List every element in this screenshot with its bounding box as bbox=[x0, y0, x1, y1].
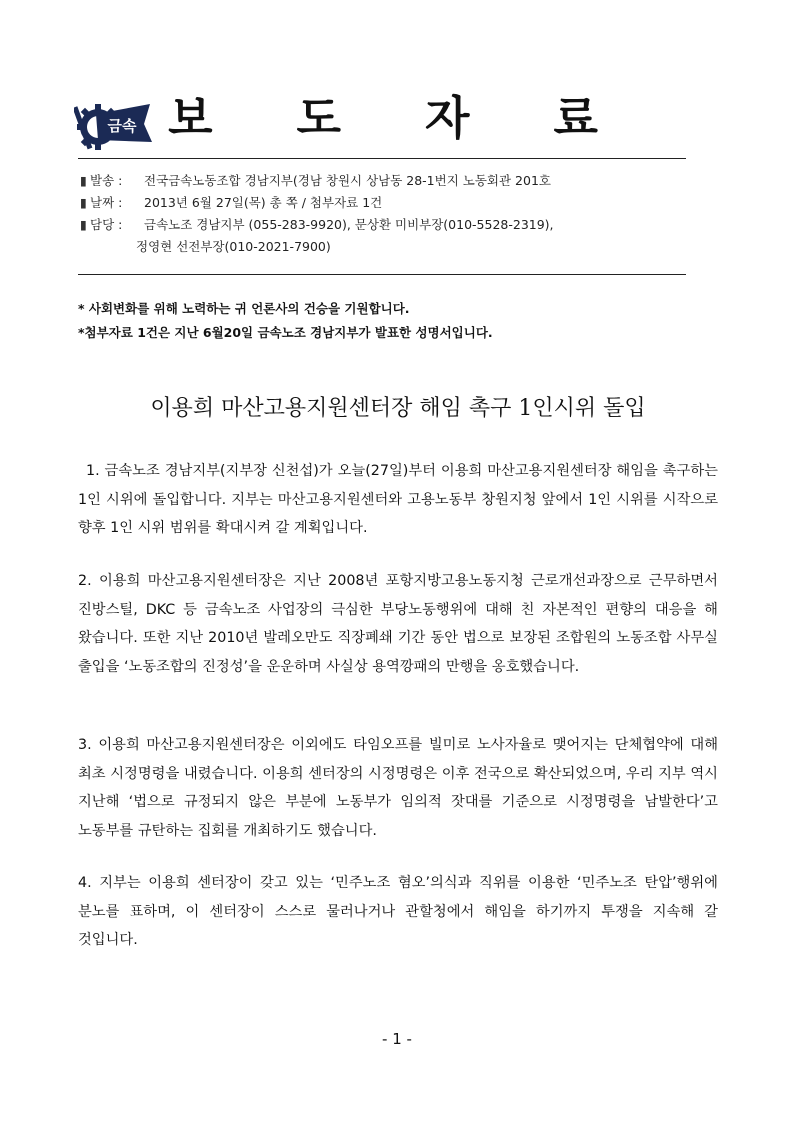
note-line: *첨부자료 1건은 지난 6월20일 금속노조 경남지부가 발표한 성명서입니다. bbox=[78, 325, 493, 340]
headline: 이용희 마산고용지원센터장 해임 촉구 1인시위 돌입 bbox=[150, 396, 646, 421]
logo-text: 금속 bbox=[107, 117, 137, 135]
date-value: 2013년 6월 27일(목) 총 쪽 / 첨부자료 1건 bbox=[144, 195, 383, 210]
bullet-mark: ▮ bbox=[80, 217, 87, 232]
notes bbox=[78, 297, 718, 345]
bullet-mark: ▮ bbox=[80, 173, 87, 188]
top-divider bbox=[78, 158, 686, 159]
sender-label: 발송 : bbox=[90, 173, 123, 188]
sender-value: 전국금속노동조합 경남지부(경남 창원시 상남동 28-1번지 노동회관 201호 bbox=[144, 173, 551, 188]
info-row-sender bbox=[80, 170, 700, 192]
paragraph: 3. 이용희 마산고용지원센터장은 이외에도 타임오프를 빌미로 노사자율로 맺어지는 단체협약에 대해 최초 시정명령을 내렸습니다. 이용희 센터장의 시정명령은 이후 전국으로 확산되었으며, 우리 지부 역시 지난해 ‘법으로 규정되지 않은 부분에 노동부가 임의적 잣대를 기준으로 시정명령을 남발한다’고 노동부를 규탄하는 집회를 개최하기도 했습니다. bbox=[78, 737, 718, 839]
paragraph: 4. 지부는 이용희 센터장이 갖고 있는 ‘민주노조 혐오’의식과 직위를 이용한 ‘민주노조 탄압’행위에 분노를 표하며, 이 센터장이 스스로 물러나거나 관할청에서 해임을 하기까지 투쟁을 지속해 갈 것입니다. bbox=[78, 875, 718, 948]
info-row-contact bbox=[80, 214, 700, 236]
document-title: 보 도 자 료 bbox=[168, 91, 632, 145]
contact-continuation: 정영현 선전부장(010-2021-7900) bbox=[136, 239, 331, 254]
contact-info bbox=[80, 170, 700, 258]
contact-label: 담당 : bbox=[90, 217, 123, 232]
contact-value: 금속노조 경남지부 (055-283-9920), 문상환 미비부장(010-5528-2319), bbox=[144, 217, 554, 232]
info-row-date bbox=[80, 192, 700, 214]
note-line: * 사회변화를 위해 노력하는 귀 언론사의 건승을 기원합니다. bbox=[78, 301, 410, 316]
bullet-mark: ▮ bbox=[80, 195, 87, 210]
date-label: 날짜 : bbox=[90, 195, 123, 210]
paragraph: 1. 금속노조 경남지부(지부장 신천섭)가 오늘(27일)부터 이용희 마산고용지원센터장 해임을 촉구하는 1인 시위에 돌입합니다. 지부는 마산고용지원센터와 고용노동부 창원지청 앞에서 1인 시위를 시작으로 향후 1인 시위 범위를 확대시켜 갈 계획입니다. bbox=[78, 463, 718, 536]
union-logo bbox=[74, 96, 154, 154]
paragraph: 2. 이용희 마산고용지원센터장은 지난 2008년 포항지방고용노동지청 근로개선과장으로 근무하면서 진방스틸, DKC 등 금속노조 사업장의 극심한 부당노동행위에 대해 친 자본적인 편향의 대응을 해 왔습니다. 또한 지난 2010년 발레오만도 직장폐쇄 기간 동안 법으로 보장된 조합원의 노동조합 사무실 출입을 ‘노동조합의 진정성’을 운운하며 사실상 용역깡패의 만행을 옹호했습니다. bbox=[78, 573, 718, 675]
page-number: - 1 - bbox=[382, 1030, 412, 1048]
bottom-divider bbox=[78, 274, 686, 275]
